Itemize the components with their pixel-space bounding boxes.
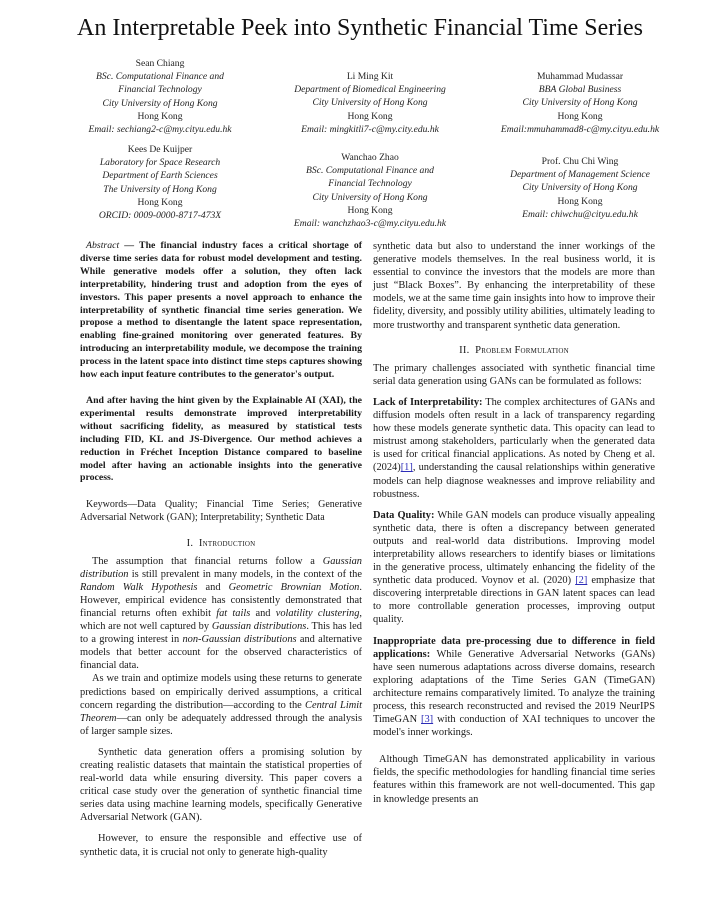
author-name: Li Ming Kit	[346, 71, 394, 82]
text-run: The assumption that financial returns follow a	[92, 555, 323, 567]
section-heading-problem-formulation	[373, 344, 655, 357]
challenge-item	[373, 396, 655, 501]
abstract-label: Abstract	[86, 240, 120, 251]
citation-link[interactable]: [1]	[400, 462, 413, 474]
author-location: Hong Kong	[347, 204, 393, 216]
author-orcid[interactable]: ORCID: 0009-0000-8717-473X	[98, 210, 222, 222]
author-affiliation: The University of Hong Kong	[103, 183, 217, 195]
keywords: Keywords—Data Quality; Financial Time Series; Generative Adversarial Network (GAN); Interpretability; Synthetic Data	[80, 499, 362, 524]
text-run: While Generative Adversarial Networks (GANs) have seen numerous adaptations across diverse domains, research exploring adaptations of the Time Series GAN (TimeGAN) architecture remains comparatively limited. To analyze the training process, this research reconstructed and revised the 2019 NeurIPS TimeGAN	[373, 648, 655, 726]
italic-term: Geometric Brownian Motion	[228, 581, 360, 593]
section-title: Introduction	[198, 537, 256, 549]
problem-intro: The primary challenges associated with synthetic financial time serial data generation using GANs can be formulated as follows:	[373, 362, 655, 387]
intro-paragraph: However, to ensure the responsible and effective use of synthetic data, it is crucial not only to generate high-quality	[80, 833, 362, 858]
text-run: —can only be adequately addressed through the analysis of larger sample sizes.	[80, 712, 362, 737]
author-affiliation: Financial Technology	[328, 178, 412, 190]
author-block	[60, 143, 260, 222]
intro-paragraph	[80, 672, 362, 737]
author-affiliation: Financial Technology	[118, 84, 202, 96]
text-run: is still prevalent in many models, in the context of the	[128, 568, 362, 580]
author-affiliation: City University of Hong Kong	[312, 97, 428, 109]
challenge-title: Lack of Interpretability:	[373, 396, 483, 408]
author-block	[270, 70, 470, 136]
challenge-item	[373, 509, 655, 627]
author-affiliation: City University of Hong Kong	[522, 182, 638, 194]
closing-paragraph: Although TimeGAN has demonstrated applicability in various fields, the specific methodologies for handling financial time series features within this framework are not well-documented. This gap in knowledge presents an	[373, 754, 655, 805]
italic-term: Gaussian distributions	[211, 621, 307, 633]
text-run: with conduction of XAI techniques to uncover the model's inner workings.	[373, 714, 656, 739]
italic-term: Central Limit Theorem	[80, 699, 362, 724]
citation-link[interactable]: [2]	[575, 575, 588, 587]
text-run: and	[197, 581, 229, 593]
author-location: Hong Kong	[137, 196, 183, 208]
author-affiliation: Department of Management Science	[510, 169, 650, 181]
author-affiliation: City University of Hong Kong	[312, 191, 428, 203]
left-column	[80, 240, 362, 859]
challenge-title: Data Quality:	[373, 509, 435, 521]
citation-link[interactable]: [3]	[421, 714, 434, 726]
italic-term: fat tails	[216, 607, 251, 619]
italic-term: volatility clustering	[275, 607, 360, 619]
author-affiliation: BSc. Computational Finance and	[96, 71, 224, 83]
challenge-item	[373, 635, 655, 740]
text-run: As we train and optimize models using these returns to generate predictions based on empirically derived assumptions, a critical concern regarding the distribution—according to the	[80, 673, 362, 711]
text-run: . This has led to a growing interest in	[80, 621, 362, 646]
section-number: II.	[459, 344, 470, 356]
author-location: Hong Kong	[347, 110, 393, 122]
author-affiliation: Laboratory for Space Research	[99, 157, 221, 169]
intro-paragraph: Synthetic data generation offers a promising solution by creating realistic datasets that maintain the statistical properties of real-world data while ensuring diversity. This paper covers a critical case study over the generation of synthetic financial time series data using machine learning models, specifically Generative Adversarial Network (GAN).	[80, 746, 362, 824]
author-affiliation: BSc. Computational Finance and	[306, 165, 434, 177]
author-name: Sean Chiang	[135, 58, 185, 69]
text-run: emphasize that discovering interpretable directions in GAN latent spaces can lead to more controllable generation processes, improving output quality.	[373, 575, 655, 626]
text-run: The complex architectures of GANs and diffusion models often result in a lack of transparency regarding how these models generate synthetic data. This opacity can lead to mistrust among stakeholders, particularly when the generated data is used for critical financial applications. As noted by Cheng et al. (2024)	[373, 396, 656, 474]
text-run: , understanding the causal relationships within generative models can help diagnose weaknesses and improve reliability and robustness.	[373, 462, 655, 500]
author-name: Wanchao Zhao	[341, 152, 399, 163]
italic-term: Random Walk Hypothesis	[80, 581, 198, 593]
author-location: Hong Kong	[557, 195, 603, 207]
author-location: Hong Kong	[137, 110, 183, 122]
author-email[interactable]: Email: mingkitli7-c@my.city.edu.hk	[301, 123, 439, 135]
author-email[interactable]: Email: sechiang2-c@my.cityu.edu.hk	[88, 124, 232, 136]
intro-paragraph-continued: synthetic data but also to understand the inner workings of the generative models themselves. In the real business world, it is essential to convince the investors that the models are more than just “Black Boxes”. By enhancing the interpretability of these models, we at the same time gain insights into how to improve their fidelity, diversity, and possibly utility abilities, ultimately leading to more trustworthy and transparent synthetic data generation.	[373, 241, 655, 331]
challenge-title: Inappropriate data pre-processing due to difference in field applications:	[373, 635, 655, 660]
text-run: , which are not well captured by	[80, 607, 363, 633]
author-name: Prof. Chu Chi Wing	[541, 156, 619, 167]
author-email[interactable]: Email:mmuhammad8-c@my.cityu.edu.hk	[500, 123, 660, 135]
abstract	[80, 240, 362, 485]
author-location: Hong Kong	[557, 110, 603, 122]
abstract-paragraph: And after having the hint given by the Explainable AI (XAI), the experimental results demonstrate improved interpretability without sacrificing fidelity, as measured by statistical tests including FID, KL and JS-Divergence. Our method achieves a reduction in Fréchet Inception Distance compared to baseline model after having an actionable insights into the generative process.	[80, 394, 362, 484]
italic-term: non-Gaussian distributions	[182, 634, 297, 646]
section-number: I.	[186, 537, 194, 549]
abstract-paragraph	[80, 240, 362, 382]
author-name: Muhammad Mudassar	[536, 71, 624, 82]
author-affiliation: City University of Hong Kong	[522, 97, 638, 109]
text-run: and alternative models that better account for the observed characteristics of financial data.	[80, 634, 363, 672]
section-heading-introduction	[80, 537, 362, 550]
author-email[interactable]: Email: chiwchu@cityu.edu.hk	[522, 208, 638, 220]
author-block	[490, 155, 670, 221]
author-affiliation: BBA Global Business	[538, 84, 622, 96]
text-run: and	[250, 607, 276, 619]
author-affiliation: Department of Biomedical Engineering	[294, 84, 446, 96]
right-column	[373, 240, 655, 806]
author-name: Kees De Kuijper	[127, 144, 193, 155]
intro-paragraph	[80, 555, 362, 673]
text-run: While GAN models can produce visually appealing synthetic data, there is often a discrepancy between generated outputs and real-world data distributions. Improving model interpretability allows researchers to identify biases or limitations in the generative process, ultimately enhancing the fidelity of the synthetic data produced. Voynov et al. (2020)	[373, 509, 655, 587]
author-block	[270, 151, 470, 230]
italic-term: Gaussian distribution	[80, 555, 362, 580]
author-affiliation: City University of Hong Kong	[102, 97, 218, 109]
author-block	[60, 57, 260, 136]
abstract-text: — The financial industry faces a critical shortage of diverse time series data for robust model development and testing. While generative models offer a solution, they often lack interpretability, hindering trust and adoption from the eyes of investors. This paper presents a novel approach to enhance the interpretability of synthetic financial time series generation. We propose a method to disentangle the latent space representation, enabling fine-grained monitoring over generated features. By introducing an interpretability module, we decompose the training process in the latent space into distinct time steps captures showing how each input feature contributes to the generator's output.	[80, 240, 362, 381]
paper-title: An Interpretable Peek into Synthetic Financial Time Series	[77, 15, 643, 41]
author-email[interactable]: Email: wanchzhao3-c@my.cityu.edu.hk	[293, 218, 447, 230]
author-affiliation: Department of Earth Sciences	[102, 170, 218, 182]
text-run: . However, empirical evidence has consistently demonstrated that financial returns often exhibit	[80, 581, 362, 619]
author-block	[470, 70, 690, 136]
section-title: Problem Formulation	[475, 344, 569, 356]
